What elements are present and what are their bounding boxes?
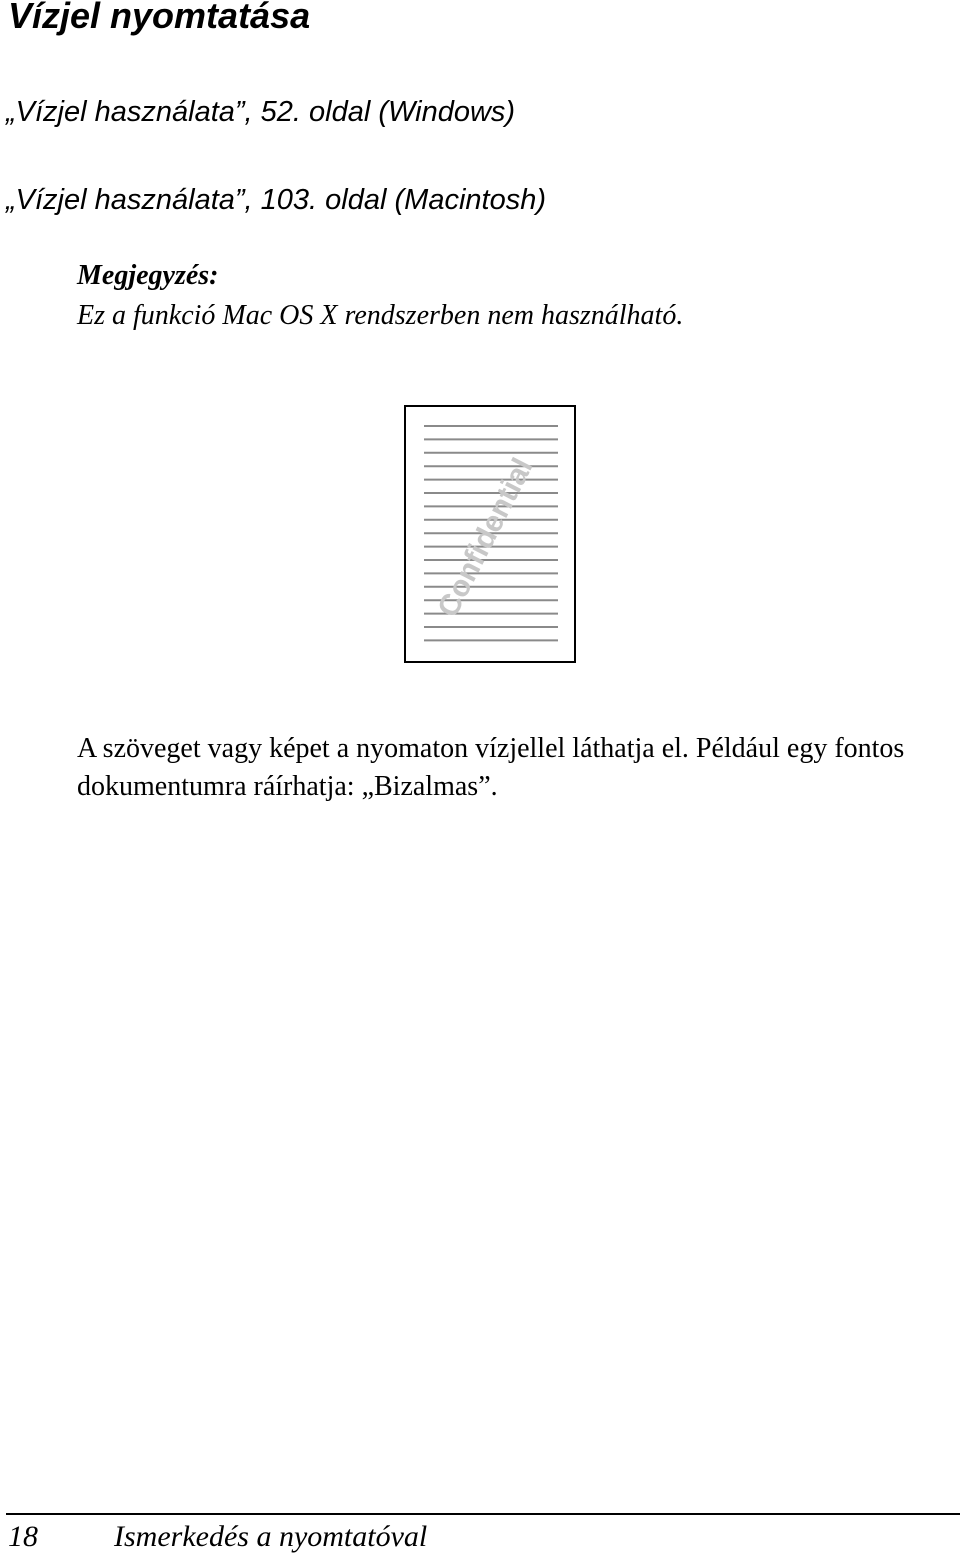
page-footer	[8, 1517, 427, 1557]
watermark-text: Confidential	[431, 452, 540, 623]
cross-reference-macintosh[interactable]: „Vízjel használata”, 103. oldal (Macintosh)	[6, 184, 546, 216]
footer-divider	[6, 1513, 960, 1515]
page-heading: Vízjel nyomtatása	[8, 0, 311, 36]
body-paragraph: A szöveget vagy képet a nyomaton vízjellel láthatja el. Például egy fontos dokumentumra ráírhatja: „Bizalmas”.	[77, 733, 905, 802]
note-block	[77, 256, 683, 336]
chapter-title: Ismerkedés a nyomtatóval	[114, 1520, 428, 1553]
note-text: Ez a funkció Mac OS X rendszerben nem használható.	[77, 300, 684, 331]
watermark-page-illustration	[404, 405, 576, 663]
page-number: 18	[8, 1520, 38, 1553]
note-title: Megjegyzés:	[77, 260, 219, 291]
cross-reference-windows[interactable]: „Vízjel használata”, 52. oldal (Windows)	[6, 96, 516, 128]
